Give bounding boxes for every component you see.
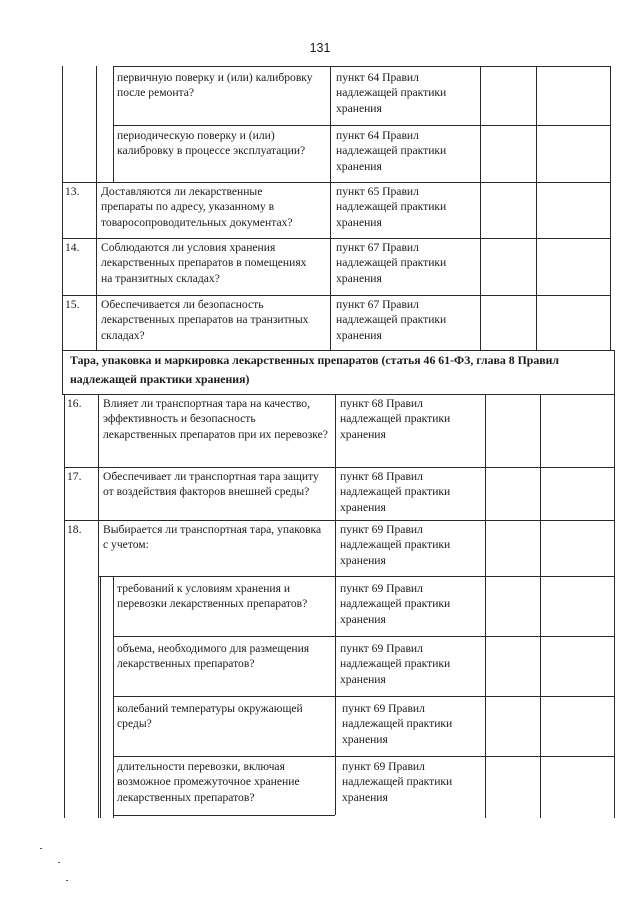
table-rule bbox=[480, 66, 481, 350]
row-number: 16. bbox=[67, 397, 82, 410]
table-rule bbox=[64, 520, 614, 521]
row-norm: пункт 69 Правил надлежащей практики хранения bbox=[342, 760, 453, 804]
table-left-border bbox=[62, 66, 63, 350]
table-rule bbox=[62, 238, 610, 239]
table-rule bbox=[540, 394, 541, 818]
row-question: объема, необходимого для размещения лекарственных препаратов? bbox=[117, 642, 310, 671]
row-norm: пункт 64 Правил надлежащей практики хранения bbox=[336, 129, 447, 173]
table-rule bbox=[96, 182, 97, 350]
table-rule bbox=[98, 576, 614, 577]
table-rule bbox=[113, 696, 614, 697]
table-right-border bbox=[610, 66, 611, 350]
row-number: 18. bbox=[67, 523, 82, 536]
row-norm: пункт 67 Правил надлежащей практики хранения bbox=[336, 298, 447, 342]
row-norm: пункт 68 Правил надлежащей практики хранения bbox=[340, 470, 451, 514]
table-rule bbox=[64, 467, 614, 468]
row-norm: пункт 69 Правил надлежащей практики хранения bbox=[340, 642, 451, 686]
row-question: первичную поверку и (или) калибровку после ремонта? bbox=[117, 71, 313, 100]
table-right-border bbox=[614, 394, 615, 818]
row-norm: пункт 69 Правил надлежащей практики хранения bbox=[340, 523, 451, 567]
table-rule bbox=[100, 576, 101, 818]
row-question: Обеспечивается ли безопасность лекарственных препаратов на транзитных складах? bbox=[101, 298, 309, 342]
table-rule bbox=[113, 66, 114, 182]
table-rule bbox=[113, 576, 114, 818]
row-norm: пункт 69 Правил надлежащей практики хранения bbox=[340, 582, 451, 626]
row-question: требований к условиям хранения и перевозки лекарственных препаратов? bbox=[117, 582, 308, 611]
table-rule bbox=[113, 815, 335, 816]
table-rule bbox=[113, 636, 614, 637]
table-left-border bbox=[62, 350, 63, 394]
table-rule bbox=[485, 394, 486, 818]
table-rule bbox=[98, 394, 99, 818]
table-rule bbox=[96, 66, 97, 182]
table-rule bbox=[62, 394, 614, 395]
row-norm: пункт 69 Правил надлежащей практики хранения bbox=[342, 702, 453, 746]
table-rule bbox=[335, 394, 336, 815]
table-rule bbox=[330, 66, 331, 350]
row-number: 13. bbox=[65, 185, 80, 198]
row-number: 15. bbox=[65, 298, 80, 311]
row-question: Влияет ли транспортная тара на качество, эффективность и безопасность лекарственных препаратов при их перевозке? bbox=[103, 397, 328, 441]
row-norm: пункт 67 Правил надлежащей практики хранения bbox=[336, 241, 447, 285]
table-rule bbox=[536, 66, 537, 350]
row-question: Доставляются ли лекарственные препараты по адресу, указанному в товаросопроводительных документах? bbox=[101, 185, 293, 229]
row-question: Выбирается ли транспортная тара, упаковка с учетом: bbox=[103, 523, 322, 552]
table-rule bbox=[62, 295, 610, 296]
row-number: 14. bbox=[65, 241, 80, 254]
row-question: периодическую поверку и (или) калибровку в процессе эксплуатации? bbox=[117, 129, 306, 158]
row-question: длительности перевозки, включая возможное промежуточное хранение лекарственных препаратов? bbox=[117, 760, 300, 804]
table-right-border bbox=[614, 350, 615, 394]
table-left-border bbox=[64, 394, 65, 818]
row-norm: пункт 64 Правил надлежащей практики хранения bbox=[336, 71, 447, 115]
row-number: 17. bbox=[67, 470, 82, 483]
row-question: колебаний температуры окружающей среды? bbox=[117, 702, 303, 731]
row-question: Обеспечивает ли транспортная тара защиту от воздействия факторов внешней среды? bbox=[103, 470, 319, 499]
section-heading: Тара, упаковка и маркировка лекарственных препаратов (статья 46 61-ФЗ, глава 8 Правил надлежащей практики хранения) bbox=[70, 353, 560, 386]
row-question: Соблюдаются ли условия хранения лекарственных препаратов в помещениях на транзитных складах? bbox=[101, 241, 307, 285]
row-norm: пункт 68 Правил надлежащей практики хранения bbox=[340, 397, 451, 441]
row-norm: пункт 65 Правил надлежащей практики хранения bbox=[336, 185, 447, 229]
table-rule bbox=[113, 756, 614, 757]
page-number: 131 bbox=[309, 41, 331, 55]
table-rule bbox=[62, 182, 610, 183]
